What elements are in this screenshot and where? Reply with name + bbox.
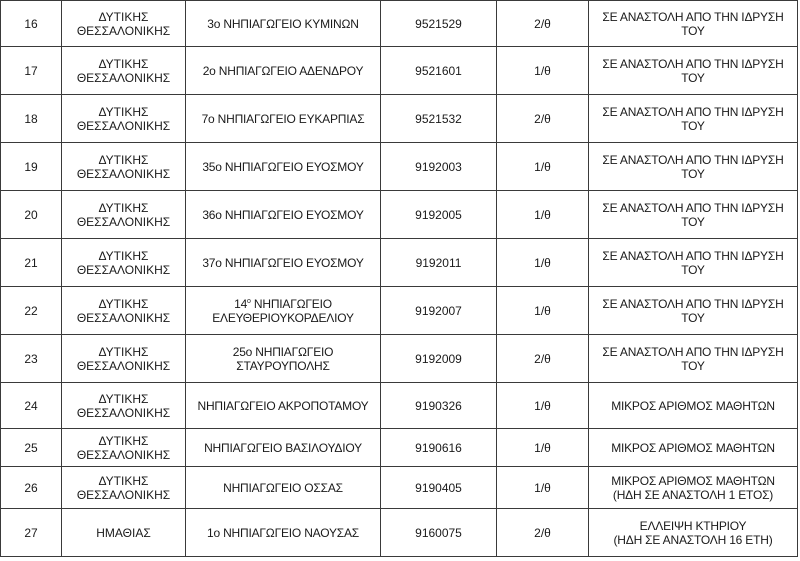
- school-name: 2ο ΝΗΠΙΑΓΩΓΕΙΟ ΑΔΕΝΔΡΟΥ: [202, 63, 364, 78]
- school-cell: [186, 95, 381, 143]
- reason-line: ΜΙΚΡΟΣ ΑΡΙΘΜΟΣ ΜΑΘΗΤΩΝ: [611, 440, 775, 455]
- table-row: [1, 429, 798, 467]
- school-type-cell: [497, 1, 589, 47]
- school-type: 2/θ: [534, 16, 551, 31]
- school-type: 2/θ: [534, 525, 551, 540]
- school-code: 9192007: [415, 303, 462, 318]
- school-name: 7ο ΝΗΠΙΑΓΩΓΕΙΟ ΕΥΚΑΡΠΙΑΣ: [201, 111, 365, 126]
- row-number: 21: [24, 255, 38, 270]
- reason-cell: [589, 467, 798, 509]
- school-name: 35ο ΝΗΠΙΑΓΩΓΕΙΟ ΕΥΟΣΜΟΥ: [202, 159, 364, 174]
- reason-cell: [589, 335, 798, 383]
- school-type-cell: [497, 335, 589, 383]
- region-line: ΘΕΣΣΑΛΟΝΙΚΗΣ: [76, 166, 171, 181]
- row-number: 16: [24, 16, 38, 31]
- region-line: ΘΕΣΣΑΛΟΝΙΚΗΣ: [76, 358, 171, 373]
- reason-line: ΕΛΛΕΙΨΗ ΚΤΗΡΙΟΥ: [639, 518, 747, 533]
- school-type-cell: [497, 509, 589, 557]
- school-code-cell: [381, 335, 497, 383]
- region-cell: [62, 95, 186, 143]
- row-number-cell: [1, 335, 62, 383]
- school-type: 1/θ: [534, 398, 551, 413]
- school-code-cell: [381, 467, 497, 509]
- school-code: 9160075: [415, 525, 462, 540]
- region-line: ΘΕΣΣΑΛΟΝΙΚΗΣ: [76, 262, 171, 277]
- school-type-cell: [497, 47, 589, 95]
- school-name: 1ο ΝΗΠΙΑΓΩΓΕΙΟ ΝΑΟΥΣΑΣ: [206, 525, 360, 540]
- reason-line: ΣΕ ΑΝΑΣΤΟΛΗ ΑΠΟ ΤΗΝ ΙΔΡΥΣΗ ΤΟΥ: [602, 296, 784, 325]
- school-code: 9521601: [415, 63, 462, 78]
- reason-line: ΣΕ ΑΝΑΣΤΟΛΗ ΑΠΟ ΤΗΝ ΙΔΡΥΣΗ ΤΟΥ: [602, 152, 784, 181]
- table-row: [1, 383, 798, 429]
- school-type: 1/θ: [534, 207, 551, 222]
- row-number: 27: [24, 525, 38, 540]
- reason-cell: [589, 143, 798, 191]
- region-line: ΘΕΣΣΑΛΟΝΙΚΗΣ: [76, 405, 171, 420]
- school-code-cell: [381, 143, 497, 191]
- region-cell: [62, 429, 186, 467]
- region-cell: [62, 143, 186, 191]
- region-line: ΔΥΤΙΚΗΣ: [98, 296, 149, 311]
- row-number: 25: [24, 440, 38, 455]
- row-number-cell: [1, 383, 62, 429]
- region-line: ΘΕΣΣΑΛΟΝΙΚΗΣ: [76, 214, 171, 229]
- row-number-cell: [1, 191, 62, 239]
- row-number: 24: [24, 398, 38, 413]
- region-cell: [62, 383, 186, 429]
- school-cell: [186, 383, 381, 429]
- school-cell: [186, 335, 381, 383]
- reason-line: ΣΕ ΑΝΑΣΤΟΛΗ ΑΠΟ ΤΗΝ ΙΔΡΥΣΗ ΤΟΥ: [602, 56, 784, 85]
- school-type: 1/θ: [534, 480, 551, 495]
- school-name: 25ο ΝΗΠΙΑΓΩΓΕΙΟ ΣΤΑΥΡΟΥΠΟΛΗΣ: [232, 344, 334, 373]
- row-number-cell: [1, 429, 62, 467]
- region-line: ΘΕΣΣΑΛΟΝΙΚΗΣ: [76, 447, 171, 462]
- row-number-cell: [1, 467, 62, 509]
- region-line: ΘΕΣΣΑΛΟΝΙΚΗΣ: [76, 70, 171, 85]
- reason-line: ΣΕ ΑΝΑΣΤΟΛΗ ΑΠΟ ΤΗΝ ΙΔΡΥΣΗ ΤΟΥ: [602, 344, 784, 373]
- school-type: 1/θ: [534, 159, 551, 174]
- reason-cell: [589, 509, 798, 557]
- school-code-cell: [381, 509, 497, 557]
- school-code: 9190616: [415, 440, 462, 455]
- school-code: 9192011: [415, 255, 462, 270]
- school-type-cell: [497, 191, 589, 239]
- school-code-cell: [381, 383, 497, 429]
- school-code-cell: [381, 239, 497, 287]
- row-number: 22: [24, 303, 38, 318]
- school-ordinal: 14: [234, 296, 248, 311]
- school-type-cell: [497, 287, 589, 335]
- reason-cell: [589, 239, 798, 287]
- region-line: ΔΥΤΙΚΗΣ: [98, 473, 149, 488]
- school-code-cell: [381, 429, 497, 467]
- region-line: ΘΕΣΣΑΛΟΝΙΚΗΣ: [76, 310, 171, 325]
- school-cell: [186, 429, 381, 467]
- school-cell: [186, 467, 381, 509]
- school-type: 2/θ: [534, 111, 551, 126]
- region-cell: [62, 239, 186, 287]
- school-code-cell: [381, 47, 497, 95]
- reason-cell: [589, 383, 798, 429]
- table-row: [1, 467, 798, 509]
- reason-cell: [589, 287, 798, 335]
- school-cell: [186, 1, 381, 47]
- school-type-cell: [497, 95, 589, 143]
- row-number-cell: [1, 509, 62, 557]
- row-number: 19: [24, 159, 38, 174]
- region-line: ΔΥΤΙΚΗΣ: [98, 391, 149, 406]
- school-name: ΝΗΠΙΑΓΩΓΕΙΟ ΟΣΣΑΣ: [223, 480, 343, 495]
- region-line: ΘΕΣΣΑΛΟΝΙΚΗΣ: [76, 487, 171, 502]
- school-type-cell: [497, 143, 589, 191]
- school-type-cell: [497, 239, 589, 287]
- reason-cell: [589, 1, 798, 47]
- school-type: 1/θ: [534, 63, 551, 78]
- school-code: 9192009: [415, 351, 462, 366]
- table-row: [1, 287, 798, 335]
- row-number-cell: [1, 95, 62, 143]
- reason-line: ΜΙΚΡΟΣ ΑΡΙΘΜΟΣ ΜΑΘΗΤΩΝ: [611, 473, 775, 488]
- table-row: [1, 335, 798, 383]
- reason-line: ΣΕ ΑΝΑΣΤΟΛΗ ΑΠΟ ΤΗΝ ΙΔΡΥΣΗ ΤΟΥ: [602, 9, 784, 38]
- region-cell: [62, 335, 186, 383]
- school-name: 36ο ΝΗΠΙΑΓΩΓΕΙΟ ΕΥΟΣΜΟΥ: [202, 207, 364, 222]
- row-number: 17: [24, 63, 38, 78]
- region-cell: [62, 467, 186, 509]
- reason-line: ΜΙΚΡΟΣ ΑΡΙΘΜΟΣ ΜΑΘΗΤΩΝ: [611, 398, 775, 413]
- school-type: 1/θ: [534, 255, 551, 270]
- row-number: 20: [24, 207, 38, 222]
- table-row: [1, 509, 798, 557]
- school-cell: [186, 509, 381, 557]
- school-code: 9190405: [415, 480, 462, 495]
- school-cell: [186, 191, 381, 239]
- reason-cell: [589, 95, 798, 143]
- school-cell: [186, 47, 381, 95]
- school-type-cell: [497, 429, 589, 467]
- region-line: ΗΜΑΘΙΑΣ: [96, 525, 151, 540]
- table-row: [1, 95, 798, 143]
- region-line: ΔΥΤΙΚΗΣ: [98, 56, 149, 71]
- school-code: 9192005: [415, 207, 462, 222]
- school-name-line-1: [190, 297, 376, 311]
- school-code-cell: [381, 95, 497, 143]
- region-line: ΘΕΣΣΑΛΟΝΙΚΗΣ: [76, 23, 171, 38]
- school-code: 9192003: [415, 159, 462, 174]
- row-number-cell: [1, 1, 62, 47]
- table-row: [1, 143, 798, 191]
- school-name: 3ο ΝΗΠΙΑΓΩΓΕΙΟ ΚΥΜΙΝΩΝ: [207, 16, 359, 31]
- school-code-cell: [381, 287, 497, 335]
- school-name: ΝΗΠΙΑΓΩΓΕΙΟ ΑΚΡΟΠΟΤΑΜΟΥ: [197, 398, 369, 413]
- school-cell: [186, 143, 381, 191]
- region-cell: [62, 191, 186, 239]
- table-row: [1, 47, 798, 95]
- region-line: ΔΥΤΙΚΗΣ: [98, 152, 149, 167]
- row-number: 26: [24, 480, 38, 495]
- school-cell: [186, 239, 381, 287]
- row-number-cell: [1, 47, 62, 95]
- school-code: 9521532: [415, 111, 462, 126]
- school-type: 1/θ: [534, 440, 551, 455]
- reason-cell: [589, 191, 798, 239]
- school-name-rest: ΝΗΠΙΑΓΩΓΕΙΟ: [250, 296, 332, 311]
- region-cell: [62, 1, 186, 47]
- school-code: 9521529: [415, 16, 462, 31]
- school-cell: [186, 287, 381, 335]
- row-number-cell: [1, 287, 62, 335]
- region-line: ΔΥΤΙΚΗΣ: [98, 248, 149, 263]
- school-type: 2/θ: [534, 351, 551, 366]
- reason-line: (ΗΔΗ ΣΕ ΑΝΑΣΤΟΛΗ 16 ΕΤΗ): [613, 532, 773, 547]
- school-code: 9190326: [415, 398, 462, 413]
- reason-cell: [589, 47, 798, 95]
- reason-line: ΣΕ ΑΝΑΣΤΟΛΗ ΑΠΟ ΤΗΝ ΙΔΡΥΣΗ ΤΟΥ: [602, 200, 784, 229]
- reason-line: (ΗΔΗ ΣΕ ΑΝΑΣΤΟΛΗ 1 ΕΤΟΣ): [612, 487, 774, 502]
- row-number: 18: [24, 111, 38, 126]
- school-type-cell: [497, 467, 589, 509]
- table-row: [1, 239, 798, 287]
- region-line: ΘΕΣΣΑΛΟΝΙΚΗΣ: [76, 118, 171, 133]
- reason-cell: [589, 429, 798, 467]
- region-cell: [62, 47, 186, 95]
- row-number: 23: [24, 351, 38, 366]
- school-name: 37ο ΝΗΠΙΑΓΩΓΕΙΟ ΕΥΟΣΜΟΥ: [202, 255, 364, 270]
- region-line: ΔΥΤΙΚΗΣ: [98, 200, 149, 215]
- region-line: ΔΥΤΙΚΗΣ: [98, 104, 149, 119]
- school-name-line-2: ΕΛΕΥΘΕΡΙΟΥΚΟΡΔΕΛΙΟΥ: [212, 310, 354, 325]
- school-code-cell: [381, 1, 497, 47]
- region-cell: [62, 287, 186, 335]
- region-line: ΔΥΤΙΚΗΣ: [98, 344, 149, 359]
- school-type-cell: [497, 383, 589, 429]
- region-line: ΔΥΤΙΚΗΣ: [98, 9, 149, 24]
- school-ordinal-suffix: ο: [247, 297, 251, 305]
- table-row: [1, 191, 798, 239]
- reason-line: ΣΕ ΑΝΑΣΤΟΛΗ ΑΠΟ ΤΗΝ ΙΔΡΥΣΗ ΤΟΥ: [602, 248, 784, 277]
- school-code-cell: [381, 191, 497, 239]
- school-name: ΝΗΠΙΑΓΩΓΕΙΟ ΒΑΣΙΛΟΥΔΙΟΥ: [204, 440, 362, 455]
- table-row: [1, 1, 798, 47]
- table-body: [1, 1, 798, 557]
- school-type: 1/θ: [534, 303, 551, 318]
- row-number-cell: [1, 143, 62, 191]
- reason-line: ΣΕ ΑΝΑΣΤΟΛΗ ΑΠΟ ΤΗΝ ΙΔΡΥΣΗ ΤΟΥ: [602, 104, 784, 133]
- row-number-cell: [1, 239, 62, 287]
- region-cell: [62, 509, 186, 557]
- region-line: ΔΥΤΙΚΗΣ: [98, 433, 149, 448]
